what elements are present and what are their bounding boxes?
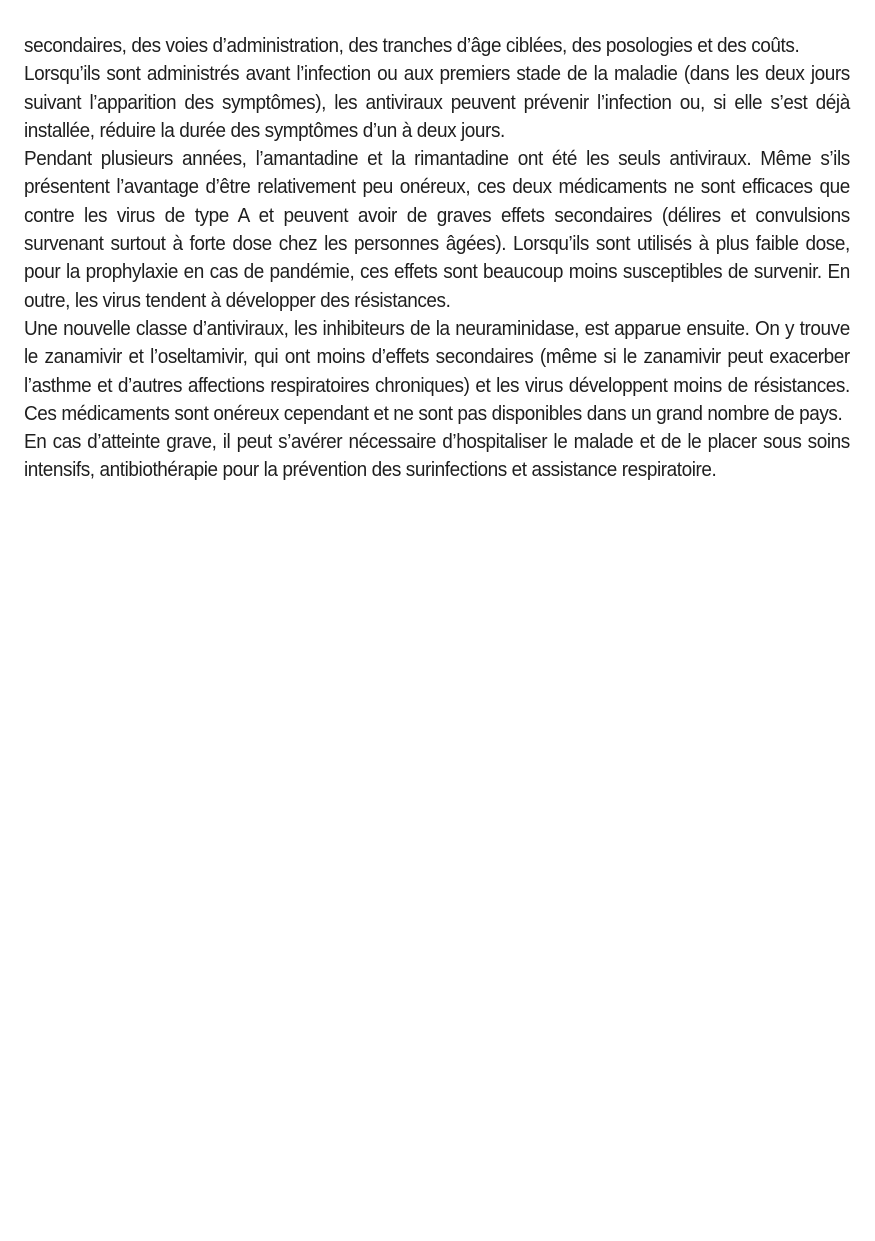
paragraph-neuraminidase-inhibitors: Une nouvelle classe d’antiviraux, les inhibiteurs de la neuraminidase, est apparue ensuite. On y trouve le zanamivir et l’oseltamivir, qui ont moins d’effets secondaires (même si le zanamivir peut exacerber l’asthme et d’autres affections respiratoires chroniques) et les virus développent moins de résistances. Ces médicaments sont onéreux cependant et ne sont pas disponibles dans un grand nombre de pays.	[24, 317, 850, 425]
paragraph-antiviral-timing: Lorsqu’ils sont administrés avant l’infection ou aux premiers stade de la maladie (dans les deux jours suivant l’apparition des symptômes), les antiviraux peuvent prévenir l’infection ou, si elle s’est déjà installée, réduire la durée des symptômes d’un à deux jours.	[24, 63, 850, 142]
paragraph-severe-cases: En cas d’atteinte grave, il peut s’avérer nécessaire d’hospitaliser le malade et de le placer sous soins intensifs, antibiothérapie pour la prévention des surinfections et assistance respiratoire.	[24, 431, 850, 482]
paragraph-amantadine: Pendant plusieurs années, l’amantadine et la rimantadine ont été les seuls antiviraux. Même s’ils présentent l’avantage d’être relativement peu onéreux, ces deux médicaments ne sont efficaces que contre les virus de type A et peuvent avoir de graves effets secondaires (délires et convulsions survenant surtout à forte dose chez les personnes âgées). Lorsqu’ils sont utilisés à plus faible dose, pour la prophylaxie en cas de pandémie, ces effets sont beaucoup moins susceptibles de survenir. En outre, les virus tendent à développer des résistances.	[24, 148, 850, 312]
document-page	[24, 32, 850, 485]
paragraph-costs: secondaires, des voies d’administration, des tranches d’âge ciblées, des posologies et des coûts.	[24, 35, 800, 57]
